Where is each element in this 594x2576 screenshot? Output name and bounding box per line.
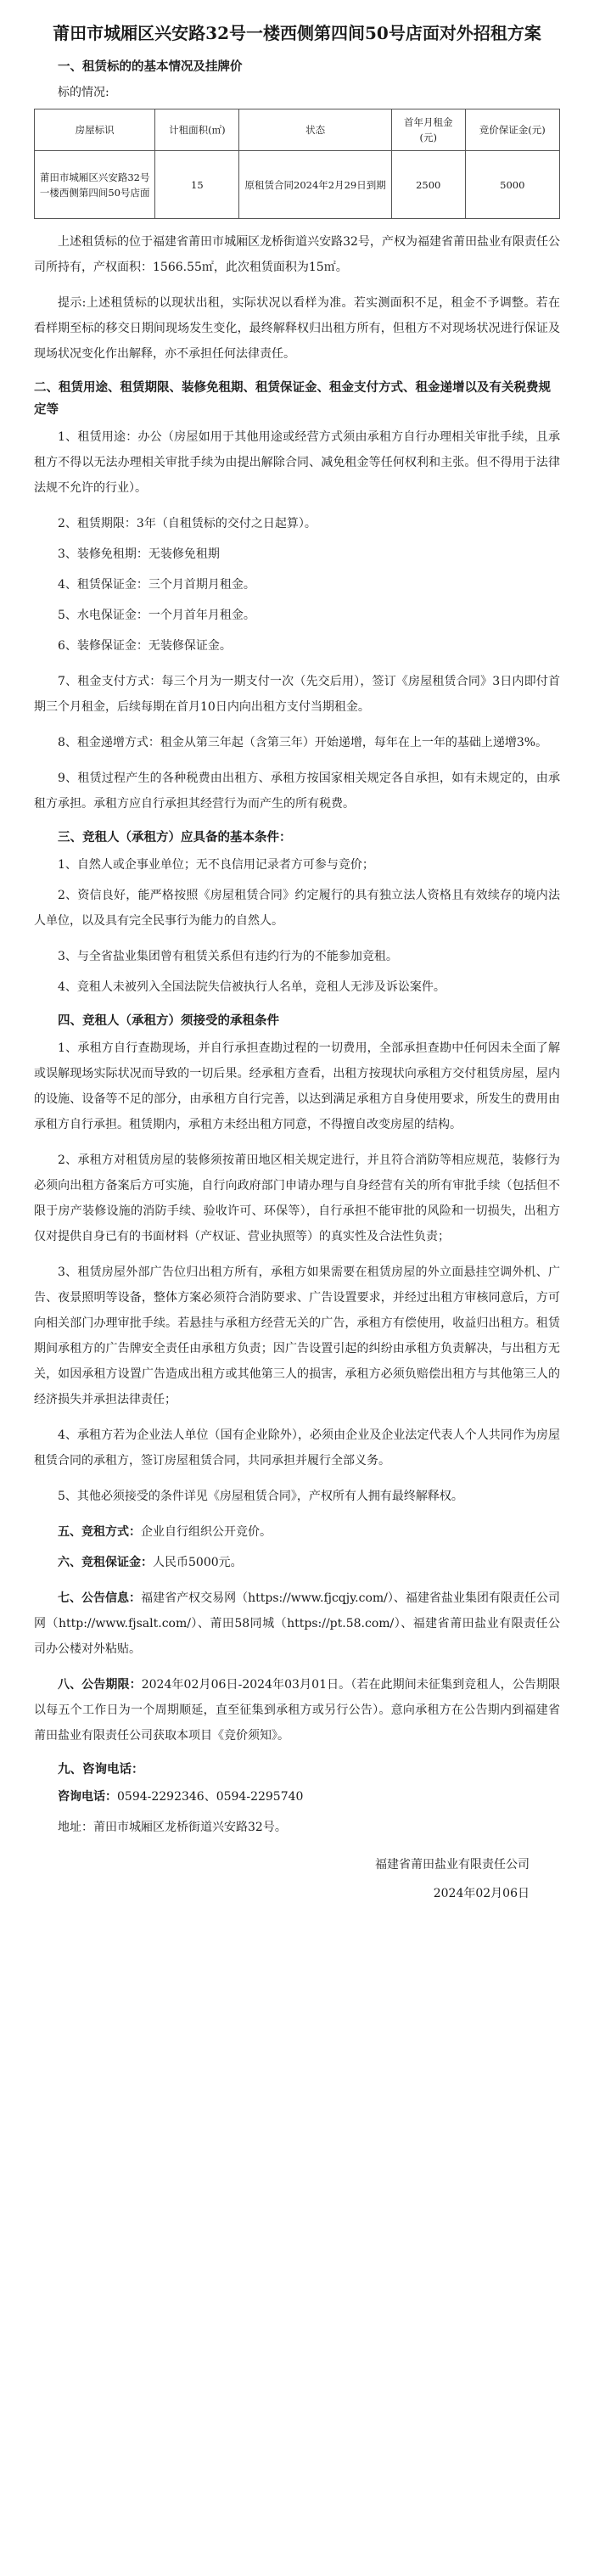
phone-value: 0594-2292346、0594-2295740 xyxy=(117,1790,304,1804)
announcement-info xyxy=(34,1585,560,1662)
list-item: 3、租赁房屋外部广告位归出租方所有，承租方如果需要在租赁房屋的外立面悬挂空调外机、广告、夜景照明等设备，整体方案必须符合消防要求、广告设置要求，并经过出租方审核同意后，方可向相关部门办理审批手续。若悬挂与承租方经营无关的广告，承租方有偿使用，收益归出租方。租赁期间承租方的广告牌安全责任由承租方负责；因广告设置引起的纠纷由承租方负责解决，与出租方无关，如因承租方设置广告造成出租方或其他第三人的损害，承租方必须负赔偿出租方与其他第三人的经济损失并承担法律责任； xyxy=(34,1266,560,1406)
announcement-info-text: 福建省产权交易网（https://www.fjcqjy.com/）、福建省盐业集团有限责任公司网（http://www.fjsalt.com/）、莆田58同城（https://pt.58.com/）、福建省莆田盐业有限责任公司办公楼对外粘贴。 xyxy=(34,1591,560,1656)
table-cell: 5000 xyxy=(465,151,559,219)
list-item: 1、自然人或企事业单位；无不良信用记录者方可参与竞价； xyxy=(58,858,374,872)
section-basic-info xyxy=(34,56,560,367)
section-1-heading: 一、租赁标的的基本情况及挂牌价 xyxy=(58,59,243,74)
signature-date: 2024年02月06日 xyxy=(433,1887,530,1900)
section-3-heading: 三、竞租人（承租方）应具备的基本条件： xyxy=(58,830,292,845)
section-lease-conditions xyxy=(34,1010,560,1509)
table-header-row xyxy=(35,109,560,151)
list-item: 2、租赁期限：3年（自租赁标的交付之日起算）。 xyxy=(58,517,317,530)
list-item: 4、承租方若为企业法人单位（国有企业除外），必须由企业及企业法定代表人个人共同作为房屋租赁合同的承租方，签订房屋租赁合同，共同承担并履行全部义务。 xyxy=(34,1428,560,1468)
table-header-cell: 房屋标识 xyxy=(35,109,155,151)
bidding-method xyxy=(34,1519,560,1545)
list-item: 2、承租方对租赁房屋的装修须按莆田地区相关规定进行，并且符合消防等相应规范，装修行为必须向出租方备案后方可实施，自行向政府部门申请办理与自身经营有关的所有审批手续（包括但不限于房产装修设施的消防手续、验收许可、环保等），自行承担不能审批的风险和一切损失，出租方仅对提供自身已有的书面材料（产权证、营业执照等）的真实性及合法性负责； xyxy=(34,1153,560,1243)
location-paragraph: 上述租赁标的位于福建省莆田市城厢区龙桥街道兴安路32号，产权为福建省莆田盐业有限责任公司所持有，产权面积：1566.55㎡，此次租赁面积为15㎡。 xyxy=(34,235,560,274)
section-2-heading: 二、租赁用途、租赁期限、装修免租期、租赁保证金、租金支付方式、租金递增以及有关税费规定等 xyxy=(34,380,551,417)
section-6-heading: 六、竞租保证金： xyxy=(58,1556,153,1569)
table-header-cell: 竞价保证金(元) xyxy=(465,109,559,151)
section-9-heading: 九、咨询电话： xyxy=(58,1762,144,1776)
section-4-heading: 四、竞租人（承租方）须接受的承租条件 xyxy=(58,1013,279,1028)
table-header-cell: 首年月租金(元) xyxy=(391,109,465,151)
section-5-heading: 五、竞租方式： xyxy=(58,1525,141,1539)
list-item: 5、水电保证金：一个月首年月租金。 xyxy=(58,609,255,622)
section-contact xyxy=(34,1759,560,1840)
section-7-heading: 七、公告信息： xyxy=(58,1591,142,1605)
bidding-method-text: 企业自行组织公开竞价。 xyxy=(141,1525,272,1539)
announcement-period-text: 2024年02月06日-2024年03月01日。（若在此期间未征集到竞租人，公告期限以每五个工作日为一个周期顺延，直至征集到承租方或另行公告）。意向承租方在公告期内到福建省莆田盐业有限责任公司获取本项目《竞价须知》。 xyxy=(34,1678,561,1743)
list-item: 6、装修保证金：无装修保证金。 xyxy=(58,639,232,653)
contact-address xyxy=(34,1815,560,1840)
table-cell: 2500 xyxy=(391,151,465,219)
table-cell: 15 xyxy=(155,151,239,219)
document-title: 莆田市城厢区兴安路32号一楼西侧第四间50号店面对外招租方案 xyxy=(53,23,541,43)
signature-company: 福建省莆田盐业有限责任公司 xyxy=(375,1858,530,1872)
table-label: 标的情况: xyxy=(58,86,109,99)
section-8-heading: 八、公告期限： xyxy=(58,1678,142,1692)
list-item: 2、资信良好，能严格按照《房屋租赁合同》约定履行的具有独立法人资格且有效续存的境内法人单位，以及具有完全民事行为能力的自然人。 xyxy=(34,889,560,928)
list-item: 1、租赁用途：办公（房屋如用于其他用途或经营方式须由承租方自行办理相关审批手续，且承租方不得以无法办理相关审批手续为由提出解除合同、减免租金等任何权利和主张。但不得用于法律法规不允许的行业）。 xyxy=(34,430,560,495)
section-bidder-conditions xyxy=(34,827,560,1000)
phone-label: 咨询电话： xyxy=(58,1790,117,1804)
list-item: 8、租金递增方式：租金从第三年起（含第三年）开始递增，每年在上一年的基础上递增3%。 xyxy=(58,736,548,749)
list-item: 4、竞租人未被列入全国法院失信被执行人名单，竞租人无涉及诉讼案件。 xyxy=(58,980,446,994)
bid-deposit xyxy=(34,1550,560,1575)
contact-phone xyxy=(34,1784,560,1810)
property-table xyxy=(34,109,560,219)
announcement-period xyxy=(34,1672,560,1748)
list-item: 9、租赁过程产生的各种税费由出租方、承租方按国家相关规定各自承担，如有未规定的，由承租方承担。承租方应自行承担其经营行为而产生的所有税费。 xyxy=(34,772,560,811)
list-item: 1、承租方自行查勘现场，并自行承担查勘过程的一切费用，全部承担查勘中任何因未全面了解或误解现场实际状况而导致的一切后果。经承租方查看，出租方按现状向承租方交付租赁房屋，屋内的设施、设备等不足的部分，由承租方自行完善，以达到满足承租方自身使用要求，所发生的费用由承租方自行承担。租赁期内，承租方未经出租方同意，不得擅自改变房屋的结构。 xyxy=(34,1041,560,1131)
list-item: 3、与全省盐业集团曾有租赁关系但有违约行为的不能参加竞租。 xyxy=(58,950,398,963)
list-item: 7、租金支付方式：每三个月为一期支付一次（先交后用），签订《房屋租赁合同》3日内即付首期三个月租金，后续每期在首月10日内向出租方支付当期租金。 xyxy=(34,675,560,714)
bid-deposit-text: 人民币5000元。 xyxy=(153,1556,243,1569)
list-item: 5、其他必须接受的条件详见《房屋租赁合同》，产权所有人拥有最终解释权。 xyxy=(58,1490,463,1503)
table-header-cell: 状态 xyxy=(239,109,392,151)
address-label: 地址： xyxy=(58,1821,93,1834)
address-value: 莆田市城厢区龙桥街道兴安路32号。 xyxy=(93,1821,287,1834)
table-header-cell: 计租面积(㎡) xyxy=(155,109,239,151)
list-item: 4、租赁保证金：三个月首期月租金。 xyxy=(58,578,255,592)
notice-paragraph: 提示:上述租赁标的以现状出租，实际状况以看样为准。若实测面积不足，租金不予调整。若在看样期至标的移交日期间现场发生变化，最终解释权归出租方所有，但租方不对现场状况进行保证及现场状况变化作出解释，亦不承担任何法律责任。 xyxy=(34,296,560,361)
table-cell: 莆田市城厢区兴安路32号一楼西侧第四间50号店面 xyxy=(35,151,155,219)
table-row xyxy=(35,151,560,219)
list-item: 3、装修免租期：无装修免租期 xyxy=(58,547,220,561)
table-cell: 原租赁合同2024年2月29日到期 xyxy=(239,151,392,219)
section-lease-terms xyxy=(34,377,560,817)
